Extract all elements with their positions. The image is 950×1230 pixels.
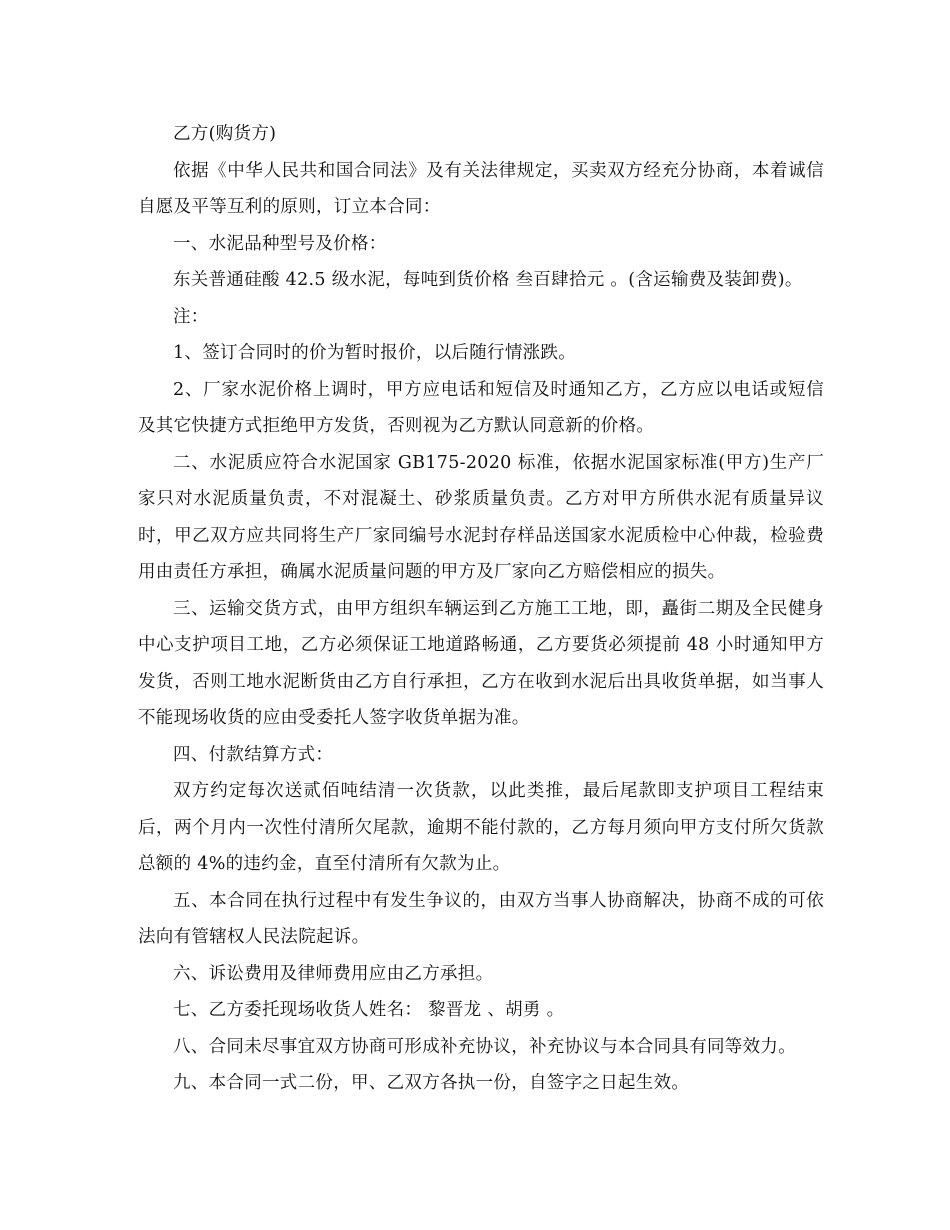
contract-preamble: 依据《中华人民共和国合同法》及有关法律规定，买卖双方经充分协商，本着诚信自愿及平等互利的原则，订立本合同：: [138, 160, 824, 217]
payment-clause: 双方约定每次送贰佰吨结清一次货款，以此类推，最后尾款即支护项目工程结束后，两个月内一次性付清所欠尾款，逾期不能付款的，乙方每月须向甲方支付所欠货款总额的 4%的违约金，直至付清所有欠款为止。: [138, 781, 824, 874]
section-2-quality-clause: 二、水泥质应符合水泥国家 GB175-2020 标准，依据水泥国家标准(甲方)生产厂家只对水泥质量负责，不对混凝土、砂浆质量负责。乙方对甲方所供水泥有质量异议时，甲乙双方应共同将生产厂家同编号水泥封存样品送国家水泥质检中心仲裁，检验费用由责任方承担，确属水泥质量问题的甲方及厂家向乙方赔偿相应的损失。: [138, 452, 824, 582]
contract-body: [138, 116, 824, 1102]
section-5-dispute-clause: 五、本合同在执行过程中有发生争议的，由双方当事人协商解决，协商不成的可依法向有管辖权人民法院起诉。: [138, 890, 824, 947]
section-4-heading: 四、付款结算方式：: [173, 744, 334, 765]
section-9-effectiveness-clause: 九、本合同一式二份，甲、乙双方各执一份，自签字之日起生效。: [173, 1073, 690, 1093]
section-1-heading: 一、水泥品种型号及价格：: [173, 233, 387, 254]
note-heading: 注：: [173, 306, 209, 327]
note-item-1: 1、签订合同时的价为暂时报价，以后随行情涨跌。: [173, 343, 577, 363]
section-8-supplement-clause: 八、合同未尽事宜双方协商可形成补充协议，补充协议与本合同具有同等效力。: [173, 1036, 796, 1057]
section-7-receiver-clause: 七、乙方委托现场收货人姓名： 黎晋龙 、胡勇 。: [173, 1000, 565, 1020]
cement-price-clause: 东关普通硅酸 42.5 级水泥，每吨到货价格 叁百肆拾元 。(含运输费及装卸费)。: [173, 270, 803, 290]
note-item-2: 2、厂家水泥价格上调时，甲方应电话和短信及时通知乙方，乙方应以电话或短信及其它快捷方式拒绝甲方发货，否则视为乙方默认同意新的价格。: [138, 379, 824, 436]
section-6-costs-clause: 六、诉讼费用及律师费用应由乙方承担。: [173, 963, 494, 984]
section-3-delivery-clause: 三、运输交货方式，由甲方组织车辆运到乙方施工工地，即，矗街二期及全民健身中心支护项目工地，乙方必须保证工地道路畅通，乙方要货必须提前 48 小时通知甲方发货，否则工地水泥断货由乙方自行承担，乙方在收到水泥后出具收货单据，如当事人不能现场收货的应由受委托人签字收货单据为准。: [138, 598, 824, 728]
party-b-heading: 乙方(购货方): [173, 124, 277, 144]
